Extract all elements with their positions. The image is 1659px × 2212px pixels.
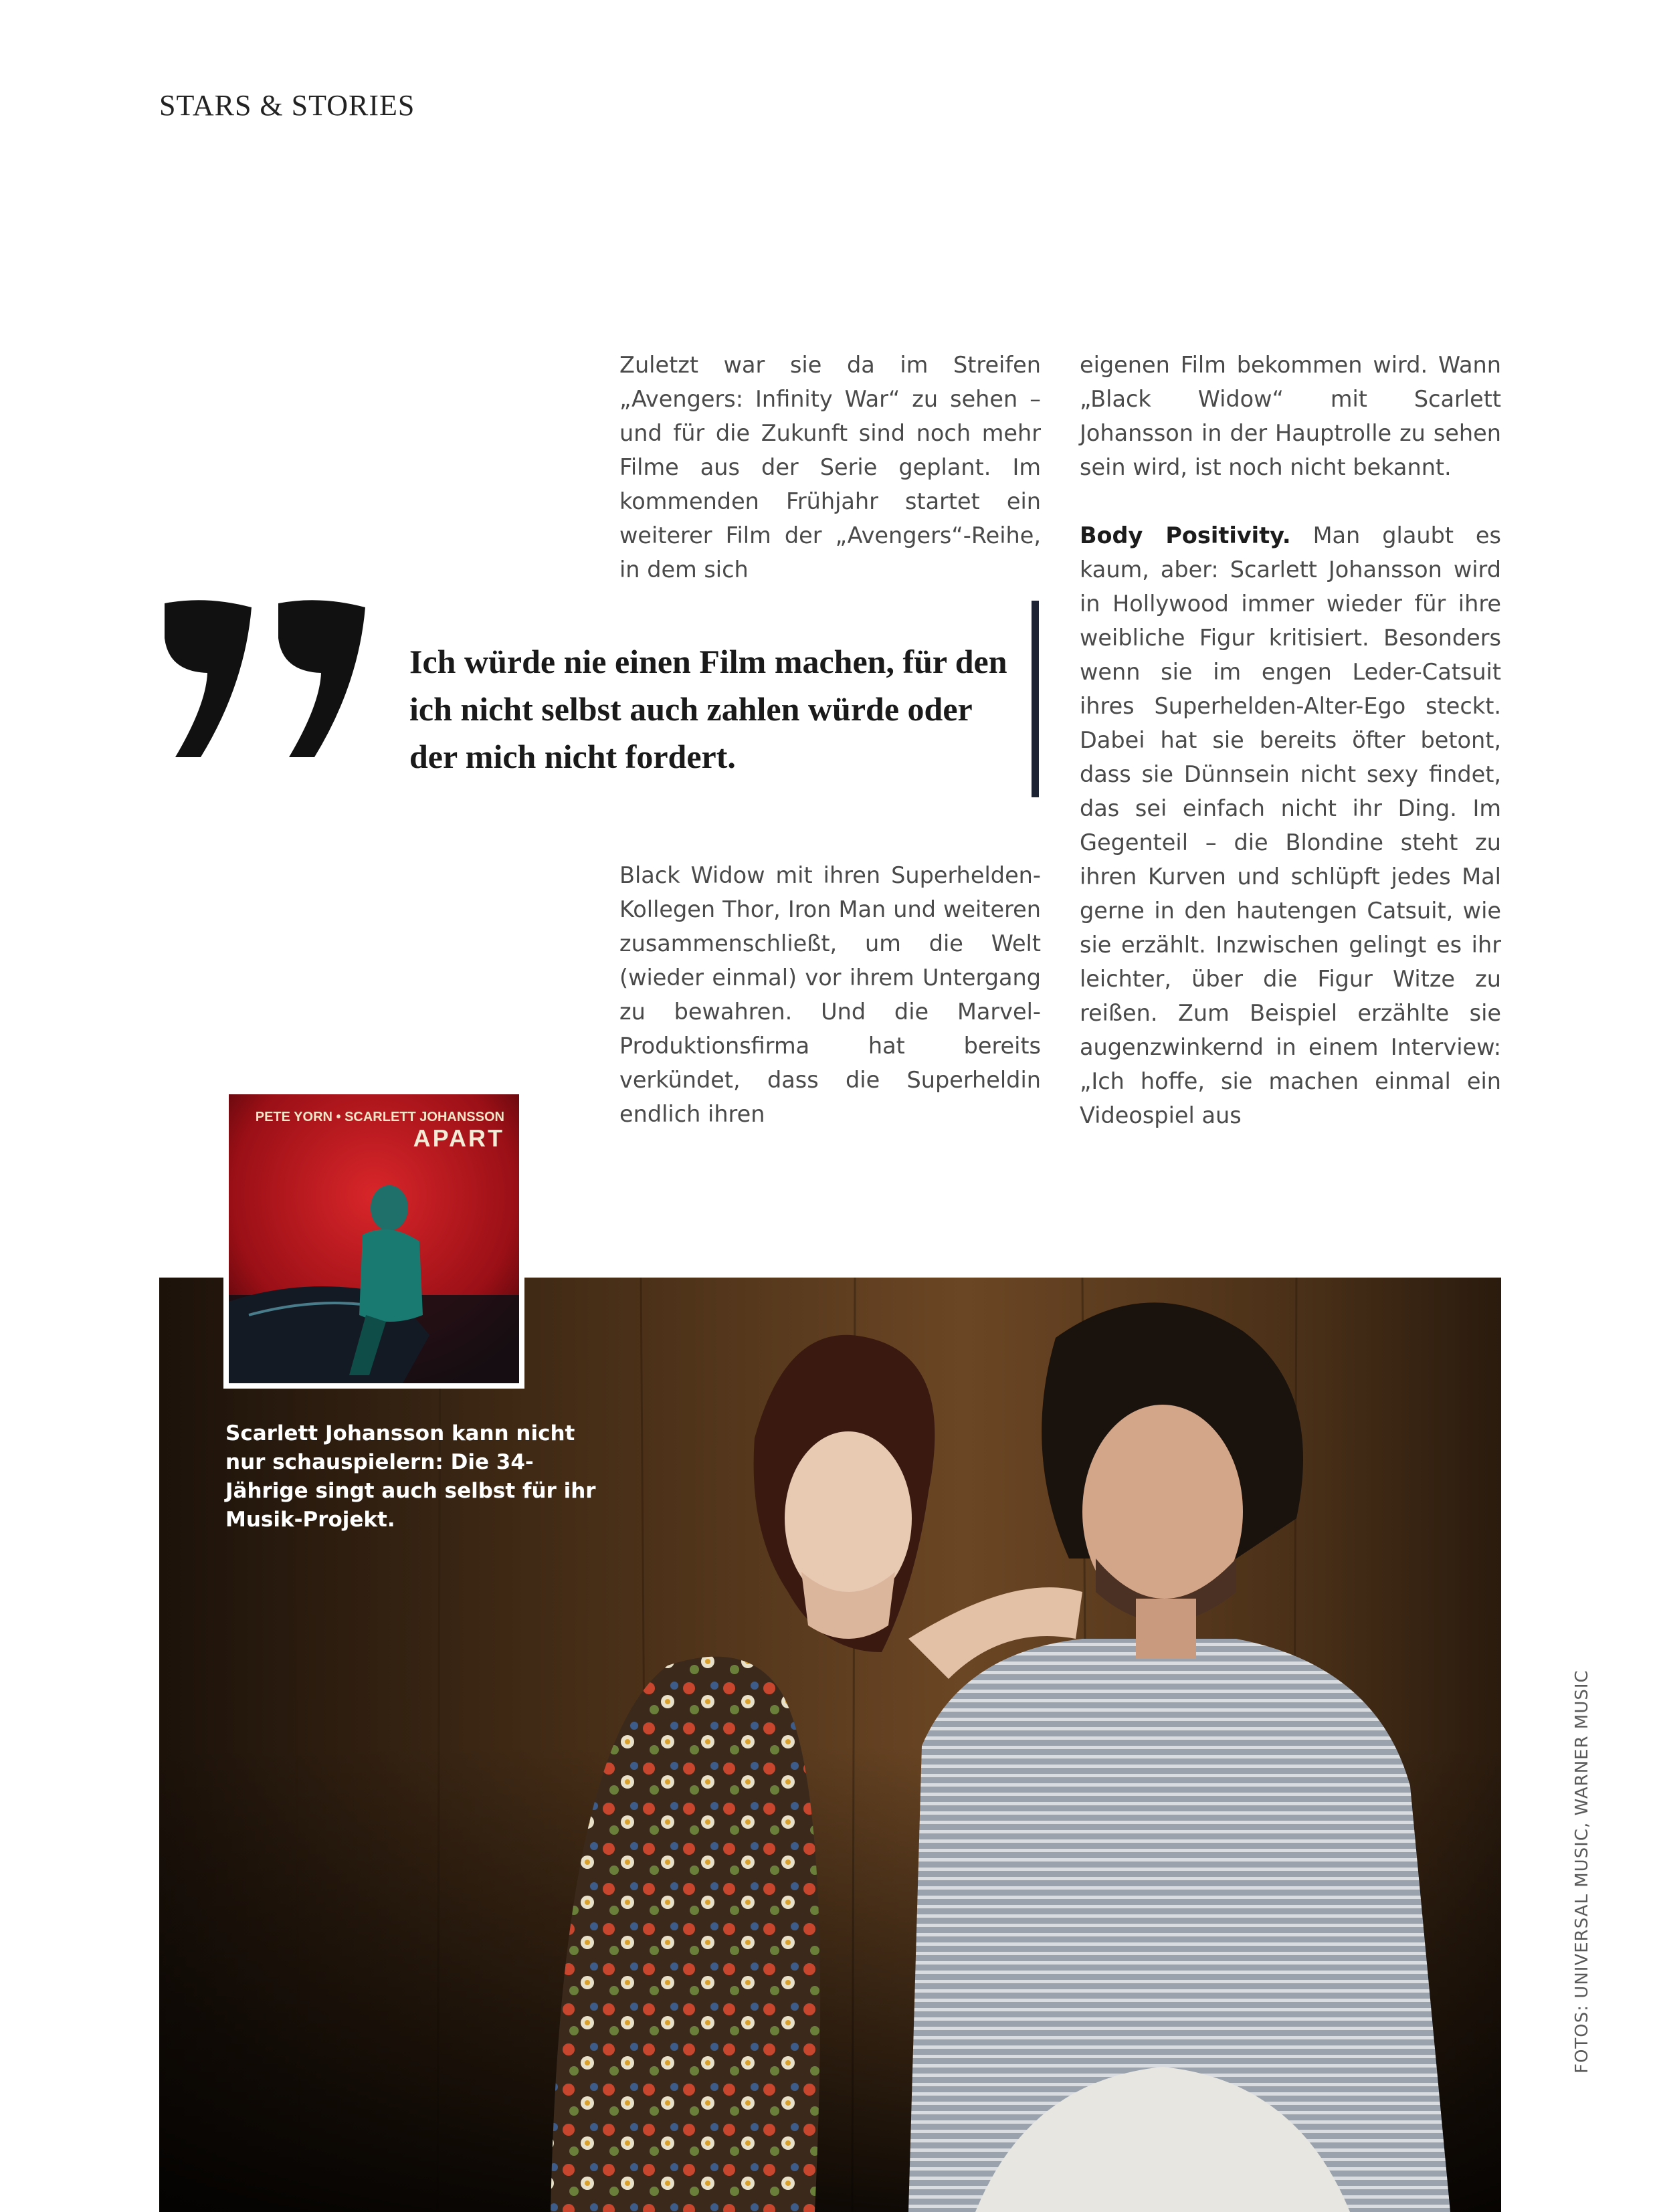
quote-mark-icon [159, 598, 372, 799]
paragraph [1080, 518, 1501, 1132]
album-title: APART [413, 1124, 504, 1152]
photo-caption: Scarlett Johansson kann nicht nur schauspielern: Die 34-Jährige singt auch selbst für ihr Musik-Projekt. [225, 1421, 596, 1532]
subheading: Body Positivity. [1080, 522, 1291, 548]
column-1-top [619, 348, 1041, 587]
album-artist: PETE YORN • SCARLETT JOHANSSON [255, 1110, 504, 1124]
paragraph: Zuletzt war sie da im Streifen „Avengers: Infinity War“ zu sehen – und für die Zukunft sind noch mehr Filme aus der Serie geplant. Im kommenden Frühjahr startet ein weiterer Film der „Avengers“-Reihe, in dem sich [619, 352, 1041, 583]
paragraph-text: Man glaubt es kaum, aber: Scarlett Johansson wird in Hollywood immer wieder für ihre weibliche Figur kritisiert. Besonders wenn sie im engen Leder-Catsuit ihres Superhelden-Alter-Ego steckt. Dabei hat sie bereits öfter betont, dass sie Dünnsein nicht sexy findet, das sei einfach nicht ihr Ding. Im Gegenteil – die Blondine steht zu ihren Kurven und schlüpft jedes Mal gerne in den hautengen Catsuit, wie sie erzählt. Inzwischen gelingt es ihr leichter, über die Figur Witze zu reißen. Zum Beispiel erzählte sie augenzwinkernd in einem Interview: „Ich hoffe, sie machen einmal ein Videospiel aus [1080, 522, 1501, 1128]
paragraph: eigenen Film bekommen wird. Wann „Black Widow“ mit Scarlett Johansson in der Hauptrolle zu sehen sein wird, ist noch nicht bekannt. [1080, 352, 1501, 480]
album-cover [223, 1089, 524, 1389]
album-cover-art [229, 1094, 519, 1383]
running-head: STARS & STORIES [159, 89, 415, 122]
paragraph: Black Widow mit ihren Superhelden-Kollegen Thor, Iron Man und weiteren zusammenschließt, um die Welt (wieder einmal) vor ihrem Untergang zu bewahren. Und die Marvel-Produktionsfirma hat bereits verkündet, dass die Superheldin endlich ihren [619, 862, 1041, 1127]
column-1-bottom [619, 858, 1041, 1131]
pull-quote: Ich würde nie einen Film machen, für den ich nicht selbst auch zahlen würde oder der mich nicht fordert. [409, 643, 1007, 775]
column-2 [1080, 348, 1501, 1132]
photo-credit: FOTOS: UNIVERSAL MUSIC, WARNER MUSIC [1572, 1670, 1592, 2074]
photo-duo [159, 1278, 1501, 2212]
quote-bar [1032, 601, 1039, 797]
